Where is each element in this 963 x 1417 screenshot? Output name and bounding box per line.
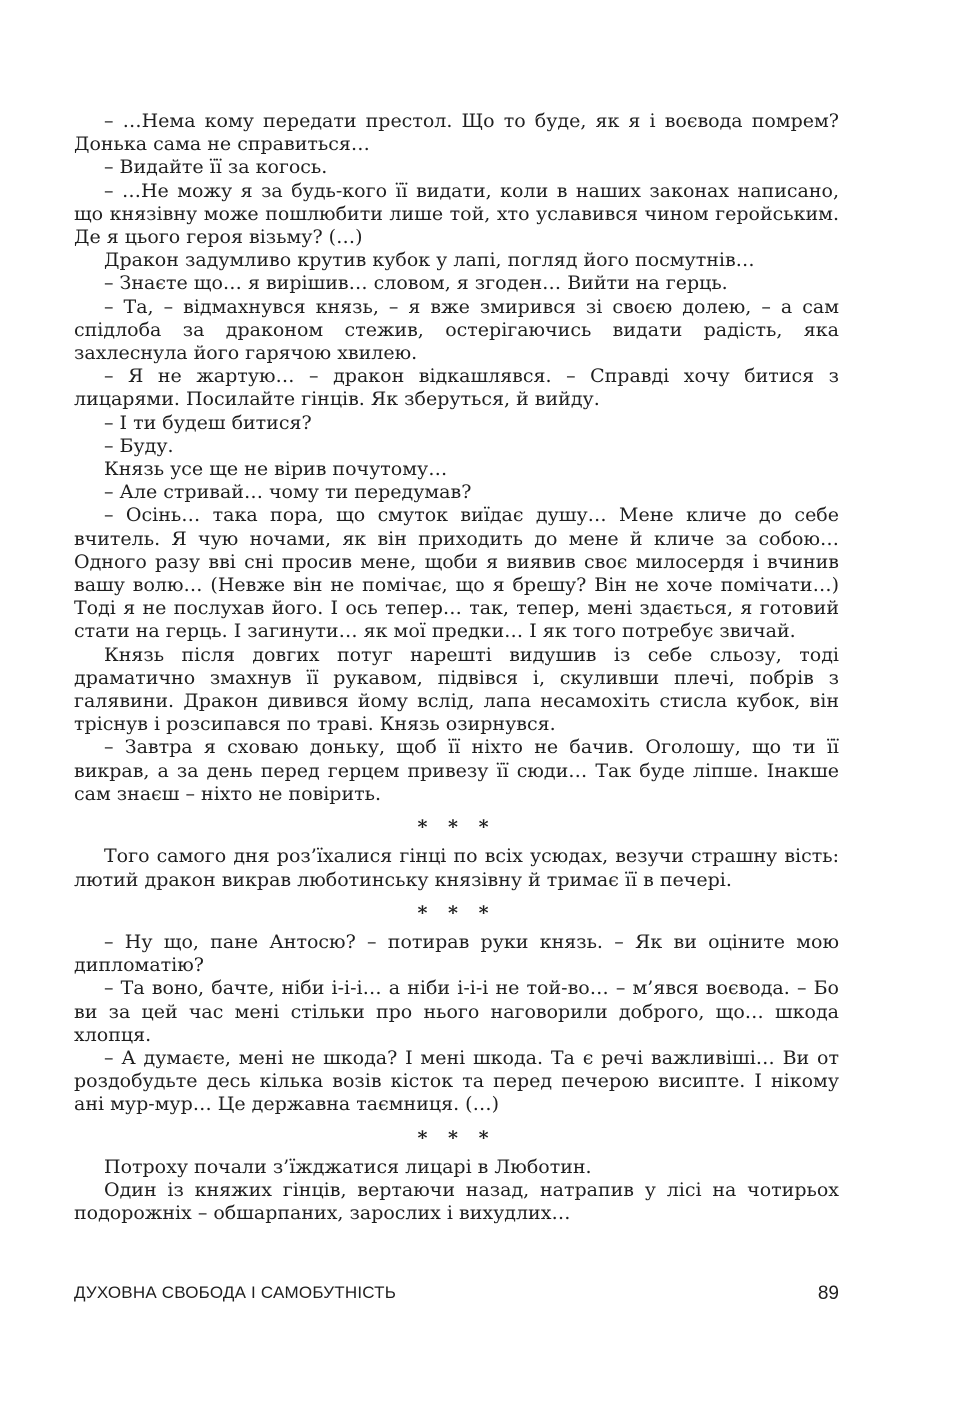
section-title: ДУХОВНА СВОБОДА І САМОБУТНІСТЬ: [74, 1283, 397, 1302]
section-separator: * * *: [417, 816, 496, 839]
paragraph: – І ти будеш битися?: [104, 411, 312, 434]
page-number: 89: [817, 1283, 839, 1304]
paragraph: Князь усе ще не вірив почутому…: [104, 458, 448, 481]
paragraph: – Видайте її за когось.: [104, 156, 328, 179]
paragraph: Потроху почали з’їжджатися лицарі в Люботин.: [104, 1155, 592, 1178]
page-body: [74, 110, 839, 1225]
paragraph: – Знаєте що… я вирішив… словом, я згоден… Вийти на герць.: [104, 272, 728, 295]
section-separator: * * *: [417, 1126, 496, 1149]
paragraph: Князь після довгих потуг нарешті видушив із себе сльозу, тоді драматично змахнув її рукавом, підвівся і, скуливши плечі, побрів з галявини. Дракон дивився йому вслід, лапа несамохіть стисла кубок, він тріснув і розсипався по траві. Князь озирнувся.: [74, 643, 839, 736]
paragraph: – Буду.: [104, 434, 174, 457]
page-footer: [74, 1283, 839, 1309]
paragraph: Дракон задумливо крутив кубок у лапі, погляд його посмутнів…: [104, 249, 755, 272]
paragraph: – А думаєте, мені не шкода? І мені шкода. Та є речі важливіші… Ви от роздобудьте десь кілька возів кісток та перед печерою висипте. І нікому ані мур-мур… Це державна таємниця. (…): [74, 1046, 839, 1116]
paragraph: – …Не можу я за будь-кого її видати, коли в наших законах написано, що князівну може пошлюбити лише той, хто уславився чином геройським. Де я цього героя візьму? (…): [74, 179, 839, 249]
paragraph: – Ну що, пане Антосю? – потирав руки князь. – Як ви оціните мою дипломатію?: [74, 930, 839, 977]
paragraph: – Але стривай… чому ти передумав?: [104, 481, 472, 504]
paragraph: – Та, – відмахнувся князь, – я вже змирився зі своєю долею, – а сам спідлоба за драконом стежив, остерігаючись видати радість, яка захлеснула його гарячою хвилею.: [74, 295, 839, 365]
paragraph: Один із княжих гінців, вертаючи назад, натрапив у лісі на чотирьох подорожніх – обшарпаних, зарослих і вихудлих…: [74, 1178, 839, 1225]
paragraph: – Та воно, бачте, ніби і-і-і… а ніби і-і-і не той-во… – м’явся воєвода. – Бо ви за цей час мені стільки про нього наговорили доброго, що… шкода хлопця.: [74, 977, 839, 1046]
paragraph: Того самого дня роз’їхалися гінці по всіх усюдах, везучи страшну вість: лютий дракон викрав люботинську князівну й тримає її в печері.: [74, 845, 839, 891]
paragraph: – Осінь… така пора, що смуток виїдає душу… Мене кличе до себе вчитель. Я чую ночами, як він приходить до мене й кличе за собою… Одного разу вві сні просив мене, щоби я виявив своє милосердя і вчинив вашу волю… (Невже він не помічає, що я брешу? Він не хоче помічати…) Тоді я не послухав його. І ось тепер… так, тепер, мені здається, я готовий стати на герць. І загинути… як мої предки… І як того потребує звичай.: [74, 504, 839, 643]
section-separator: * * *: [417, 901, 496, 924]
paragraph: – Завтра я сховаю доньку, щоб її ніхто не бачив. Оголошу, що ти її викрав, а за день перед герцем привезу її сюди… Так буде ліпше. Інакше сам знаєш – ніхто не повірить.: [74, 736, 839, 805]
paragraph: – …Нема кому передати престол. Що то буде, як я і воєвода помрем? Донька сама не справиться…: [74, 110, 839, 156]
paragraph: – Я не жартую… – дракон відкашлявся. – Справді хочу битися з лицарями. Посилайте гінців. Як зберуться, й вийду.: [74, 365, 839, 411]
